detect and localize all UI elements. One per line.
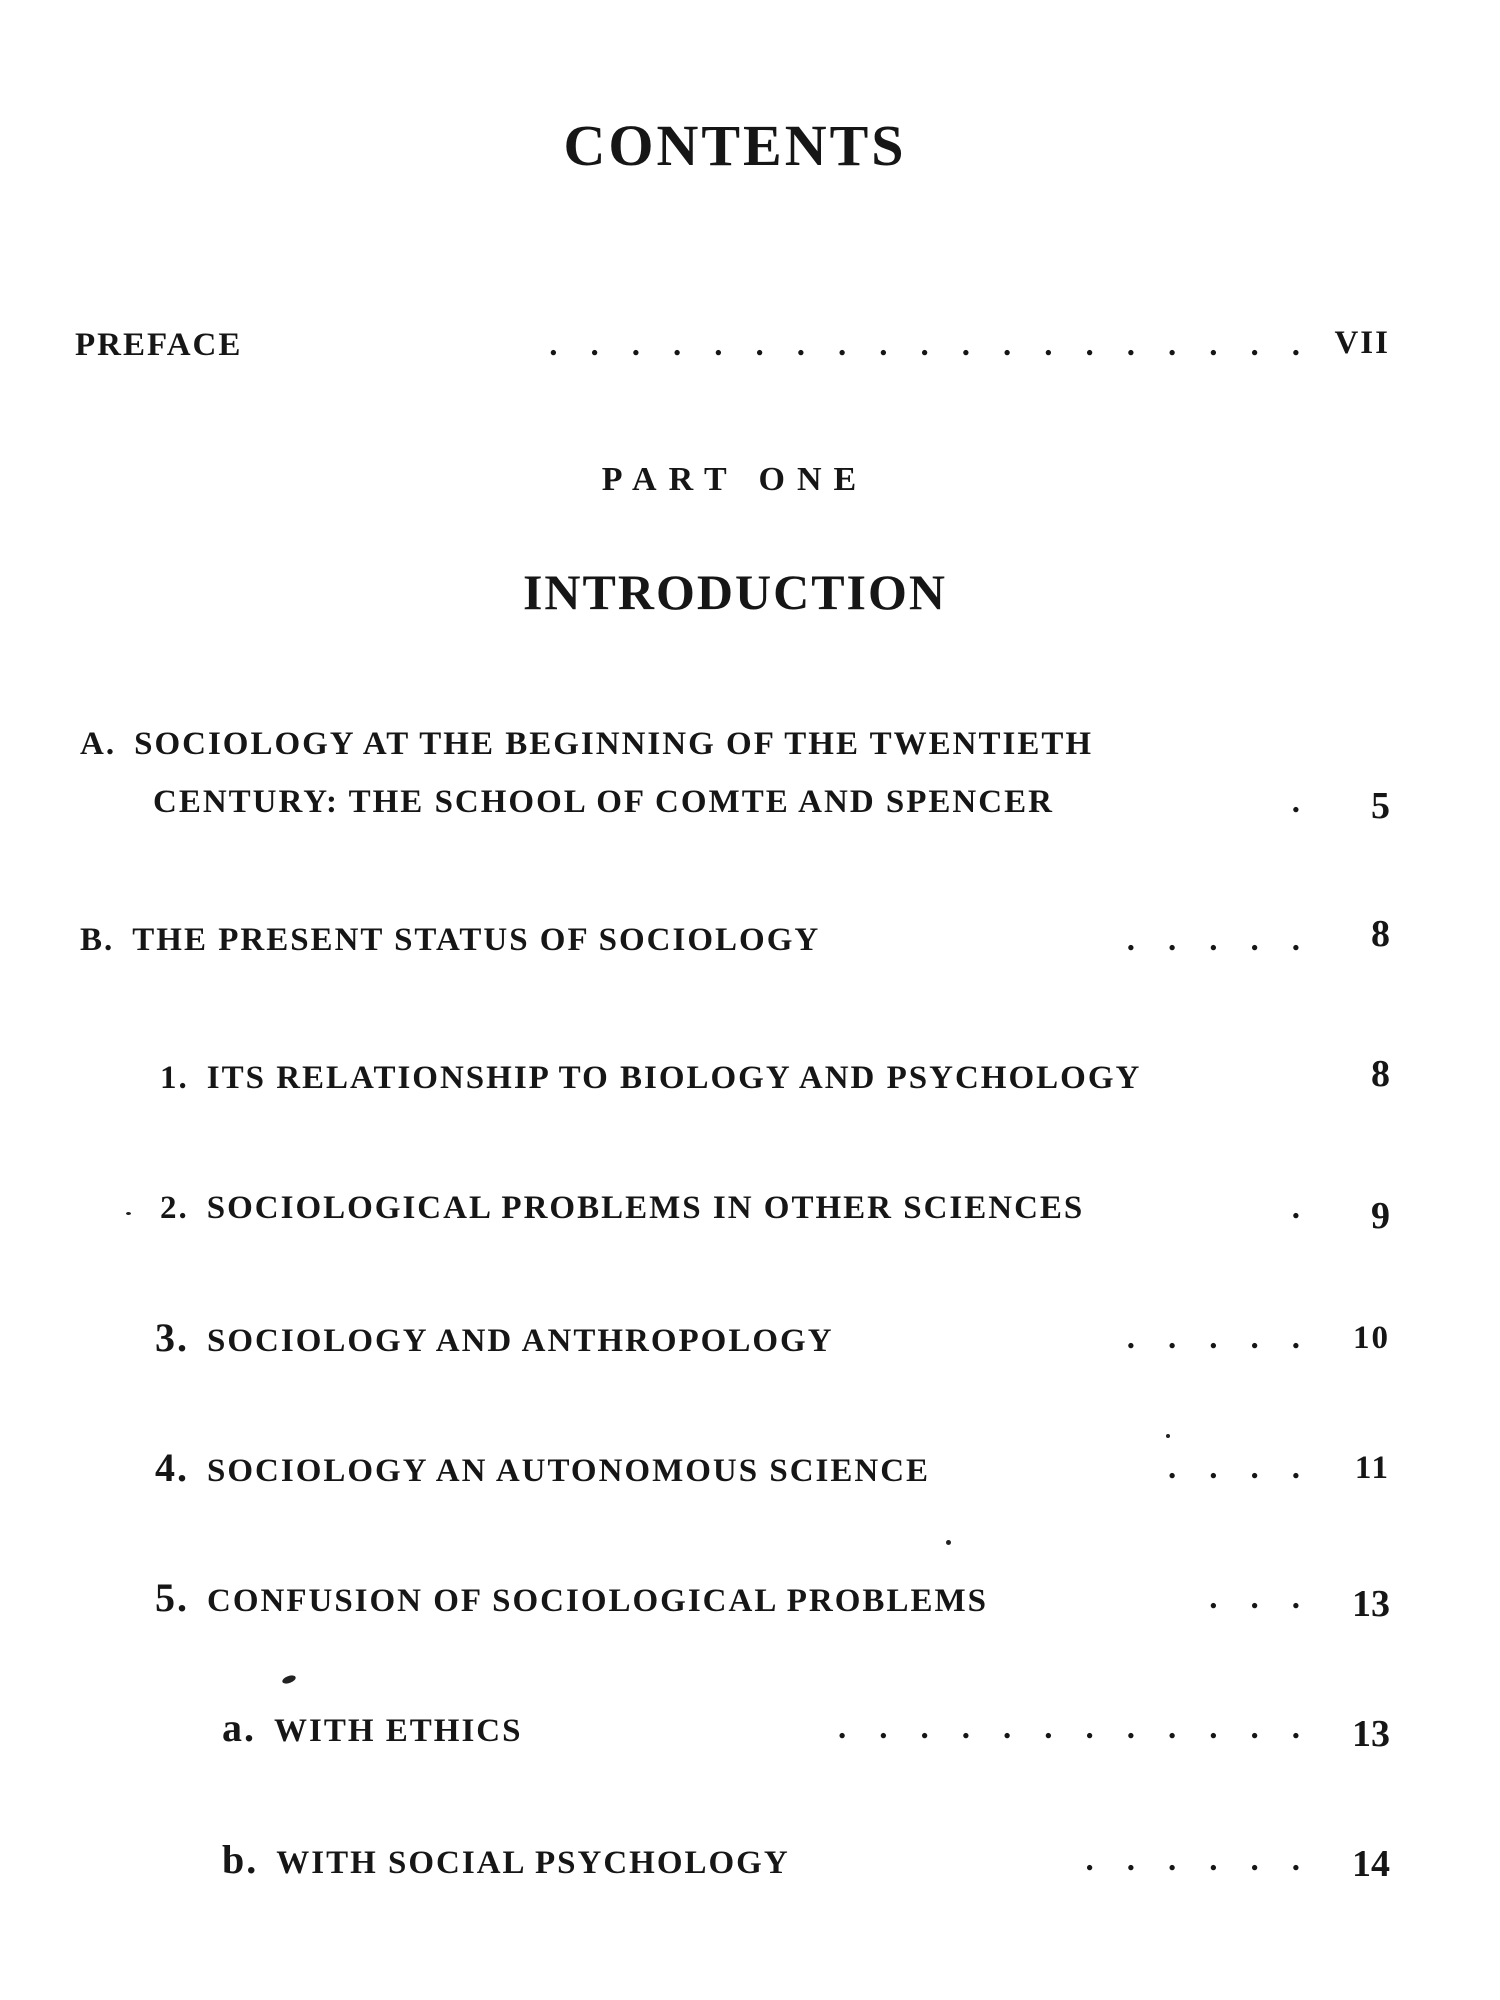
dot-leader: . . . bbox=[1209, 1580, 1300, 1616]
scan-speck bbox=[946, 1540, 951, 1545]
dot-leader: . . . . bbox=[1168, 1450, 1300, 1486]
toc-entry-label: SOCIOLOGY AND ANTHROPOLOGY bbox=[207, 1323, 834, 1359]
dot-leader: . bbox=[1291, 1190, 1300, 1226]
toc-entry-number: 5. bbox=[155, 1575, 189, 1620]
toc-entry-label-continued: CENTURY: THE SCHOOL OF COMTE AND SPENCER bbox=[153, 784, 1054, 820]
dot-leader: . . . . . bbox=[1126, 922, 1300, 958]
toc-entry-number: b. bbox=[222, 1837, 259, 1882]
toc-entry-number: a. bbox=[222, 1705, 256, 1750]
toc-entry-number: 1. bbox=[160, 1060, 189, 1096]
page-title: CONTENTS bbox=[563, 113, 907, 178]
toc-entry-preface[interactable] bbox=[75, 325, 242, 365]
toc-entry-a-continued[interactable] bbox=[153, 782, 1054, 822]
toc-entry-5[interactable] bbox=[155, 1575, 988, 1621]
toc-page-number: 9 bbox=[1371, 1195, 1390, 1237]
toc-entry-number: B. bbox=[80, 922, 115, 958]
toc-entry-a-sub[interactable] bbox=[222, 1705, 523, 1751]
toc-entry-4[interactable] bbox=[155, 1445, 931, 1491]
dot-leader: . . . . . bbox=[1126, 1320, 1300, 1356]
toc-entry-b-sub[interactable] bbox=[222, 1837, 790, 1883]
toc-entry-label: WITH SOCIAL PSYCHOLOGY bbox=[276, 1845, 790, 1881]
toc-page-number: 13 bbox=[1352, 1583, 1390, 1625]
toc-entry-label: SOCIOLOGICAL PROBLEMS IN OTHER SCIENCES bbox=[206, 1190, 1085, 1226]
toc-entry-2[interactable] bbox=[160, 1188, 1084, 1228]
scan-speck bbox=[126, 1212, 131, 1215]
toc-page-number: 10 bbox=[1353, 1320, 1390, 1356]
toc-entry-b[interactable] bbox=[80, 920, 820, 960]
toc-page-number: VII bbox=[1334, 325, 1390, 361]
toc-page-number: 8 bbox=[1371, 1053, 1390, 1095]
toc-entry-label: PREFACE bbox=[75, 327, 243, 363]
toc-page-number: 14 bbox=[1352, 1843, 1390, 1885]
toc-entry-label: THE PRESENT STATUS OF SOCIOLOGY bbox=[132, 922, 821, 958]
dot-leader: . . . . . . bbox=[1085, 1842, 1300, 1878]
scan-speck bbox=[281, 1674, 297, 1685]
dot-leader: . bbox=[1291, 784, 1300, 820]
scan-speck bbox=[1166, 1434, 1170, 1438]
toc-entry-a[interactable] bbox=[80, 724, 1093, 764]
toc-page-number: 8 bbox=[1371, 913, 1390, 955]
toc-entry-label: ITS RELATIONSHIP TO BIOLOGY AND PSYCHOLOGY bbox=[206, 1060, 1142, 1096]
toc-entry-label: CONFUSION OF SOCIOLOGICAL PROBLEMS bbox=[207, 1583, 988, 1619]
toc-entry-number: A. bbox=[80, 726, 117, 762]
part-label: PART ONE bbox=[601, 461, 869, 498]
dot-leader: . . . . . . . . . . . . bbox=[838, 1710, 1300, 1746]
toc-entry-3[interactable] bbox=[155, 1315, 834, 1361]
toc-page-number: 5 bbox=[1371, 785, 1390, 827]
toc-entry-number: 3. bbox=[155, 1315, 189, 1360]
toc-page-number: 11 bbox=[1354, 1450, 1390, 1486]
dot-leader: . . . . . . . . . . . . . . . . . . . bbox=[549, 327, 1300, 363]
part-title: INTRODUCTION bbox=[522, 564, 948, 620]
toc-entry-number: 2. bbox=[160, 1190, 189, 1226]
toc-entry-number: 4. bbox=[155, 1445, 189, 1490]
toc-entry-label: SOCIOLOGY AT THE BEGINNING OF THE TWENTIETH bbox=[134, 726, 1094, 762]
toc-entry-1[interactable] bbox=[160, 1058, 1141, 1098]
toc-entry-label: SOCIOLOGY AN AUTONOMOUS SCIENCE bbox=[207, 1453, 931, 1489]
toc-page-number: 13 bbox=[1352, 1713, 1390, 1755]
toc-entry-label: WITH ETHICS bbox=[274, 1713, 523, 1749]
